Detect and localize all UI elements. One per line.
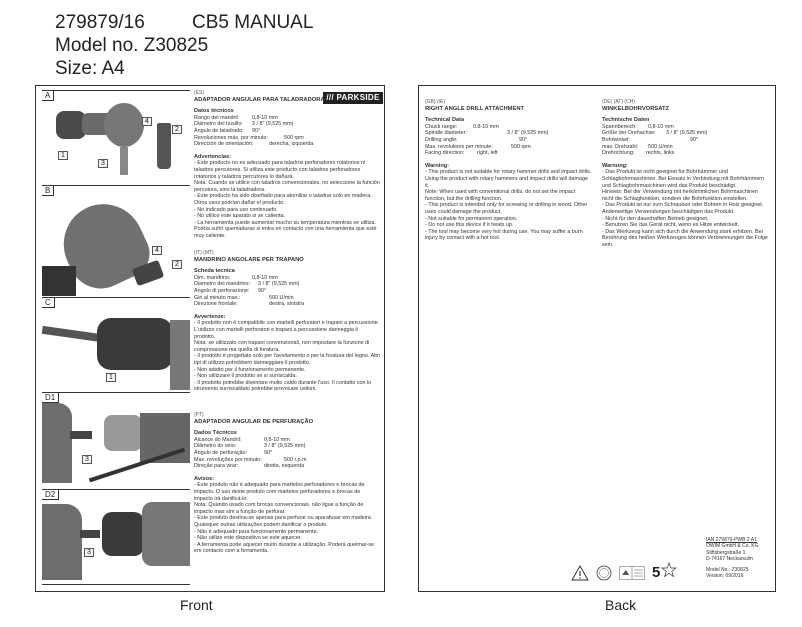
drill-body-shape <box>170 320 190 390</box>
warning-item: - La herramienta puede aumentar mucho su temperatura mientras se utiliza. Podría sufrir quemaduras si entra en contacto con una herramienta que esté muy caliente. <box>194 219 377 239</box>
spec-heading: Technische Daten <box>602 117 650 124</box>
warning-item: - Não é adequado para funcionamento permanente. <box>194 528 319 535</box>
read-manual-icon <box>596 565 612 581</box>
language-code: (ES) <box>194 90 204 96</box>
company-street: Stiftsbergstraße 1 <box>706 549 746 556</box>
article-number: 279879/16 <box>55 12 145 33</box>
front-label: Front <box>180 597 213 613</box>
part-number: 3 <box>82 455 92 464</box>
spec-heading: Technical Data <box>425 117 465 124</box>
spec-heading: Scheda tecnica <box>194 268 235 275</box>
warning-item: - Das Werkzeug kann sich durch die Anwendung stark erhitzen. Bei Berührung des heißen Werkzeuges können Verbrennungen die Folge sein. <box>602 228 768 248</box>
chuck-shape <box>97 318 173 370</box>
warning-item: - Not suitable for permanent operation. <box>425 215 518 222</box>
warning-item: - Este producto no es adecuado para taladros perforadores rotatorios ni taladros percutores. Si utiliza este producto con taladros perforadores rotatorios y taladros percutores lo dañará. <box>194 160 366 180</box>
ian-number: IAN 279879-PWB 2 A1 <box>706 537 757 543</box>
part-number: 2 <box>172 125 182 134</box>
warning-item: - Il prodotto è progettato solo per l'avvitamento o per la foratura del legno. Altri tipi di utilizzo potrebbero danneggiare il prodotto. <box>194 353 380 366</box>
front-page <box>35 85 385 592</box>
figure-a <box>42 90 190 186</box>
section-title: ADAPTADOR ANGULAR DE PERFURAÇÃO <box>194 418 314 425</box>
language-code: (PT) <box>194 412 204 418</box>
figure-d1 <box>42 392 190 490</box>
figure-b <box>42 185 190 298</box>
language-code: (IT) (MT) <box>194 250 214 256</box>
article-header <box>55 12 314 34</box>
figure-tag: D1 <box>42 393 59 403</box>
spindle-shape <box>80 530 100 538</box>
warning-item: - A ferramenta pode aquecer muito durante a utilização. Poderá queimar-se em contacto com a ferramenta. <box>194 541 375 555</box>
section-it: (IT) (MT) MANDRINO ANGOLARE PER TRAPANO Scheda tecnica Dim. mandrino: 0,8-10 mm Diametro del mandrino: 3 / 8" (9,525 mm) Angolo di perforazione: 90° Giri al minuto max.: 500 U/min Direzione frontale: destra, sinistra Avvertenze: - Il prodotto non è compatibile con martelli perforatori e trapani a percussione. L'utilizzo con martelli perforatori e trapani a percussione danneggia il prodotto. Nota: se utilizzato con trapani convenzionali, non impostare la funzione di compressione ma quella di foratura. - Il prodotto è progettato solo per l'avvitamento o per la foratura del legno. Altri tipi di utilizzo potrebbero danneggiare il prodotto. - Non adatto per il funzionamento permanente. - Non utilizzare il prodotto se si surriscalda. - Il prodotto potrebbe diventare molto caldo durante l'uso. Il contatto con lo strumento surriscaldato potrebbe provocare ustioni. <box>194 250 380 393</box>
warning-item: - Do not use this device if it heats up. <box>425 222 514 229</box>
part-number: 3 <box>98 159 108 168</box>
part-number: 1 <box>106 373 116 382</box>
version: Version: 09/2016 <box>706 573 744 580</box>
spindle-shape <box>120 147 128 175</box>
back-page <box>418 85 776 592</box>
note-item: Nota: se utilizzato con trapani convenzionali, non impostare la funzione di compressione ma quella di foratura. <box>194 340 370 353</box>
warning-heading: Advertencias: <box>194 153 231 160</box>
warranty-star-icon <box>661 562 677 578</box>
warning-item: - No utilice este aparato si se calienta. <box>194 213 286 220</box>
section-title: WINKELBOHRVORSATZ <box>602 105 670 112</box>
drill-body-shape <box>142 502 190 566</box>
section-en: (GB) (IE) RIGHT ANGLE DRILL ATTACHMENT Technical Data Chuck range: 0.8-10 mm Spindle diameter: 3 / 8" (9.525 mm) Drilling angle: 90° Max. revolutions per minute: 500 rpm Facing direction: right, left Warning: - This product is not suitable for rotary hammer drills and impact drills. Using the product with rotary hammers and impact drills will damage it. Note: When used with conventional drills, do not set the impact function, but the drilling function. - This product is intended only for screwing or drilling in wood. Other uses could damage the product. - Not suitable for permanent operation. - Do not use this device if it heats up. - The tool may become very hot during use. You may suffer a burn injury by contact with a hot tool. <box>425 99 592 242</box>
drill-grip-shape <box>42 266 76 296</box>
warning-item: - This product is not suitable for rotary hammer drills and impact drills. Using the product with rotary hammers and impact drills will damage it. <box>425 169 592 189</box>
figure-tag: A <box>42 91 54 101</box>
chuck-key-shape <box>157 123 171 169</box>
warning-item: - Este producto ha sido diseñado para atornillar o taladrar solo en madera. Otros usos podrían dañar el producto. <box>194 193 372 206</box>
figure-tag: B <box>42 186 54 196</box>
warning-triangle-icon <box>571 565 589 581</box>
certification-icons <box>571 564 677 581</box>
warning-item: - Não utilize este dispositivo se este aquecer. <box>194 535 302 542</box>
warning-item: - Il prodotto non è compatibile con martelli perforatori e trapani a percussione. L'utilizzo con martelli perforatori e trapani a percussione danneggia il prodotto. <box>194 320 380 340</box>
manual-type: CB5 MANUAL <box>192 12 314 33</box>
parkside-logo: /// PARKSIDE <box>323 92 383 104</box>
section-pt: (PT) ADAPTADOR ANGULAR DE PERFURAÇÃO Dados Técnicos Alcance do Mandril: 0,8-10 mm Diâmetro do veio: 3 / 8" (9,525 mm) Ângulo de perfuração: 90° Max. revoluções por minuto: 500 r.p.m Direção para virar: direita, esquerda Avisos: - Este produto não é adequado para martelos perfuradores e brocas de impacto. O uso deste produto com martelos perfuradores e brocas de impacto irá danificá-lo. Nota: Quando usado com brocas convencionais, não ligue a função de impacto mas sim a função de perfurar. - Este produto destina-se apenas para perfurar ou aparafusar em madeira. Quaisquer outras utilizações podem danificar o produto. - Não é adequado para funcionamento permanente. - Não utilize este dispositivo se este aquecer. - A ferramenta pode aquecer muito durante a utilização. Poderá queimar-se em contacto com a ferramenta. <box>194 412 380 555</box>
chuck-shape <box>104 415 142 451</box>
figure-tag: C <box>42 298 55 308</box>
part-number: 4 <box>142 117 152 126</box>
warning-item: - No indicado para uso continuado. <box>194 206 278 213</box>
quality-seal-icon <box>619 566 645 580</box>
warning-heading: Warnung: <box>602 162 628 169</box>
warning-item: - This product is intended only for screwing or drilling in wood. Other uses could damage the product. <box>425 202 588 215</box>
figure-tag: D2 <box>42 490 59 500</box>
key-rod-shape <box>89 448 185 483</box>
part-number: 2 <box>172 260 182 269</box>
language-code: (DE) (AT) (CH) <box>602 99 635 105</box>
section-title: MANDRINO ANGOLARE PER TRAPANO <box>194 256 304 263</box>
figure-d2 <box>42 489 190 585</box>
part-number: 3 <box>84 548 94 557</box>
paper-size: Size: A4 <box>55 58 125 79</box>
warning-item: - Il prodotto potrebbe diventare molto caldo durante l'uso. Il contatto con lo strumento surriscaldato potrebbe provocare ustioni. <box>194 379 372 393</box>
part-number: 4 <box>152 246 162 255</box>
warning-heading: Avvertenze: <box>194 313 226 320</box>
spindle-shape <box>70 431 92 439</box>
section-title: ADAPTADOR ANGULAR PARA TALADRADORA <box>194 96 325 103</box>
warning-item: - Non adatto per il funzionamento permanente. <box>194 366 306 373</box>
adapter-shape <box>42 504 82 580</box>
figure-c <box>42 297 190 393</box>
warning-item: - Das Produkt ist nicht geeignet für Bohrhämmer und Schlagbohrmaschinen. Bei Einsatz in Verbindung mit Bohrhämmern und Schlagbohrmaschinen wird das Produkt beschädigt. <box>602 169 765 189</box>
back-label: Back <box>605 597 637 613</box>
warning-heading: Avisos: <box>194 475 214 482</box>
language-code: (GB) (IE) <box>425 99 445 105</box>
note-item: Nota: Quando usado com brocas convencionais, não ligue a função de impacto mas sim a função de perfurar. <box>194 502 364 515</box>
figure-column <box>42 90 190 585</box>
adapter-shape <box>42 403 72 483</box>
warning-item: - Este produto destina-se apenas para perfurar ou aparafusar em madeira. Quaisquer outras utilizações podem danificar o produto. <box>194 515 373 528</box>
company-city: D-74167 Neckarsulm <box>706 555 753 562</box>
angle-head-shape <box>104 103 144 147</box>
note-item: Nota: Cuando se utilice con taladros convencionales, no seleccione la función percutora, sino la taladradora. <box>194 180 380 193</box>
warning-item: - The tool may become very hot during use. You may suffer a burn injury by contact with a hot tool. <box>425 228 583 242</box>
warning-heading: Warning: <box>425 162 450 169</box>
warning-item: - Este produto não é adequado para martelos perfuradores e brocas de impacto. O uso deste produto com martelos perfuradores e brocas de impacto irá danificá-lo. <box>194 482 365 502</box>
section-de: (DE) (AT) (CH) WINKELBOHRVORSATZ Technische Daten Spannbereich: 0,8-10 mm Größe der Drehachse: 3 / 8" (9,525 mm) Bohrwinkel: 90° max. Drehzahl: 500 U/min Drehrichtung: rechts, links Warnung: - Das Produkt ist nicht geeignet für Bohrhämmer und Schlagbohrmaschinen. Bei Einsatz in Verbindung mit Bohrhämmern und Schlagbohrmaschinen wird das Produkt beschädigt. Hinweis: Bei der Verwendung mit herkömmlichen Bohrmaschinen nicht die Schlagfunktion, sondern die Bohrfunktion einstellen. - Das Produkt ist nur zum Schrauben oder Bohren in Holz geeignet. Anderweitige Verwendungen beschädigen das Produkt. - Nicht für den dauerhaften Betrieb geeignet. - Benutzen Sie das Gerät nicht, wenn es Hitze entwickelt. - Das Werkzeug kann sich durch die Anwendung stark erhitzen. Bei Berührung des heißen Werkzeuges können Verbrennungen die Folge sein. <box>602 99 770 248</box>
note-item: Note: When used with conventional drills, do not set the impact function, but the drilling function. <box>425 189 576 202</box>
chuck-shape <box>102 512 144 556</box>
note-item: Hinweis: Bei der Verwendung mit herkömmlichen Bohrmaschinen nicht die Schlagfunktion, sondern die Bohrfunktion einstellen. <box>602 189 759 202</box>
warning-item: - Non utilizzare il prodotto se si surriscalda. <box>194 373 297 380</box>
model-number: Model no. Z30825 <box>55 35 209 56</box>
spec-heading: Dados Técnicos <box>194 430 237 437</box>
spec-heading: Datos técnicos <box>194 108 234 115</box>
warranty-years: 5 <box>652 564 661 581</box>
warning-item: - Das Produkt ist nur zum Schrauben oder Bohren in Holz geeignet. Anderweitige Verwendungen beschädigen das Produkt. <box>602 202 764 215</box>
section-title: RIGHT ANGLE DRILL ATTACHMENT <box>425 105 525 112</box>
part-number: 1 <box>58 151 68 160</box>
company-name: OWIM GmbH & Co. KG <box>706 543 759 550</box>
section-es: (ES) ADAPTADOR ANGULAR PARA TALADRADORA Datos técnicos Rango del mandril: 0,8-10 mm Diámetro del husillo: 3 / 8" (9,525 mm) Ángulo de taladrado: 90° Revoluciones máx. por minuto: 500 rpm Dirección de orientación: derecha, izquierda Advertencias: - Este producto no es adecuado para taladros perforadores rotatorios ni taladros percutores. Si utiliza este producto con taladros perforadores rotatorios y taladros percutores lo dañará. Nota: Cuando se utilice con taladros convencionales, no seleccione la función percutora, sino la taladradora. - Este producto ha sido diseñado para atornillar o taladrar solo en madera. Otros usos podrían dañar el producto. - No indicado para uso continuado. - No utilice este aparato si se calienta. - La herramienta puede aumentar mucho su temperatura mientras se utiliza. Podría sufrir quemaduras si entra en contacto con una herramienta que esté muy caliente. <box>194 90 380 239</box>
model-no: Model No.: Z30825 <box>706 567 749 574</box>
drill-bit-shape <box>42 326 103 342</box>
warning-item: - Benutzen Sie das Gerät nicht, wenn es Hitze entwickelt. <box>602 222 739 229</box>
manufacturer-info <box>706 537 759 580</box>
warning-item: - Nicht für den dauerhaften Betrieb geeignet. <box>602 215 709 222</box>
